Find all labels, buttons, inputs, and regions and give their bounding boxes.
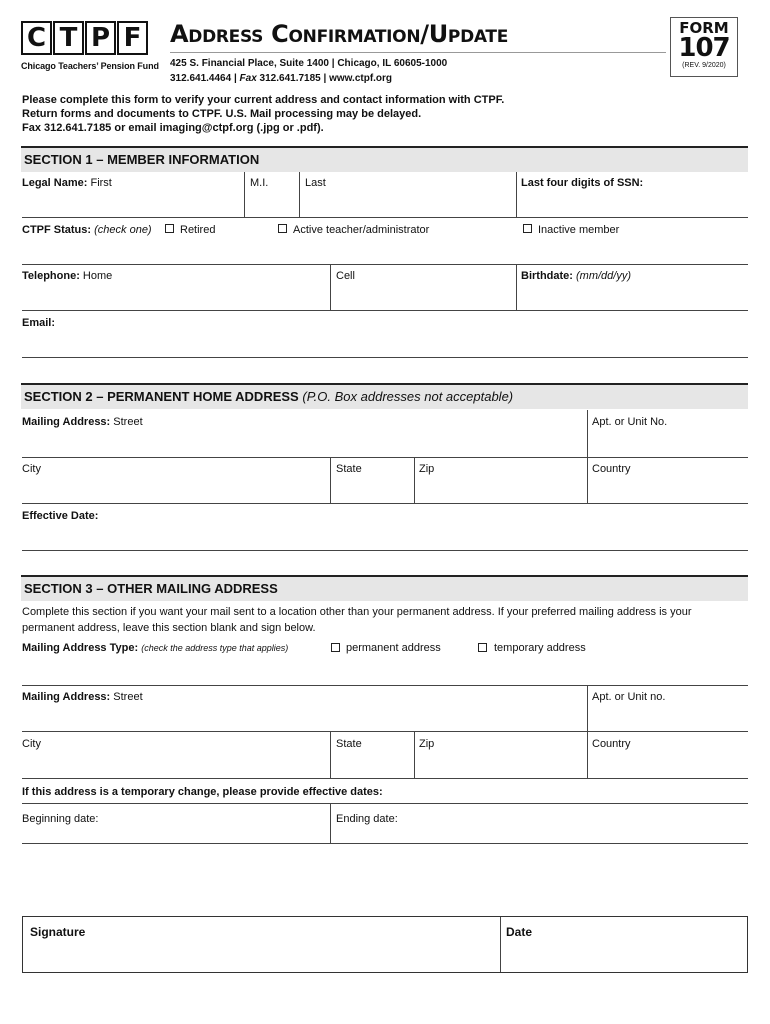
section-2-title: SECTION 2 – PERMANENT HOME ADDRESS — [24, 389, 299, 404]
temporary-address-label: temporary address — [494, 642, 586, 654]
fax-label: Fax — [239, 73, 257, 84]
logo-letter-c: C — [21, 21, 52, 55]
signature-field[interactable]: Signature — [30, 925, 86, 939]
ctpf-logo — [21, 21, 148, 55]
instruction-line-2: permanent address, leave this section blank and sign below. — [22, 622, 316, 634]
logo-subtitle: Chicago Teachers’ Pension Fund — [21, 61, 159, 71]
title-divider — [170, 52, 666, 53]
section-3-title: SECTION 3 – OTHER MAILING ADDRESS — [24, 581, 278, 596]
row-line — [22, 550, 748, 551]
other-mailing-label: Mailing Address: — [22, 691, 111, 703]
website: www.ctpf.org — [329, 73, 393, 84]
section-2-note: (P.O. Box addresses not acceptable) — [302, 389, 514, 404]
divider — [330, 731, 331, 778]
inactive-option-label: Inactive member — [538, 224, 620, 236]
row-line — [22, 731, 748, 732]
type-hint: (check the address type that applies) — [141, 643, 289, 653]
home-phone-field[interactable] — [22, 270, 112, 282]
temporary-address-checkbox[interactable] — [478, 643, 487, 652]
row-line — [22, 778, 748, 779]
intro-line-2: Return forms and documents to CTPF. U.S. Mail processing may be delayed. — [22, 108, 422, 120]
last-name-field[interactable]: Last — [305, 177, 326, 189]
state-field[interactable]: State — [336, 463, 362, 475]
form-number-box — [670, 17, 738, 77]
ctpf-status-label — [22, 224, 152, 236]
fax-number: 312.641.7185 — [259, 73, 321, 84]
row-line — [22, 457, 748, 458]
permanent-address-label: permanent address — [346, 642, 441, 654]
section-3-instructions — [22, 604, 742, 636]
permanent-address-checkbox[interactable] — [331, 643, 340, 652]
form-revision: (REV. 9/2020) — [682, 62, 726, 69]
address-line: 425 S. Financial Place, Suite 1400 | Chicago, IL 60605-1000 — [170, 58, 448, 69]
birthdate-label: Birthdate: — [521, 270, 573, 282]
status-hint: (check one) — [94, 224, 152, 236]
row-line — [22, 503, 748, 504]
logo-letter-t: T — [53, 21, 84, 55]
row-line — [22, 803, 748, 804]
other-state-field[interactable]: State — [336, 738, 362, 750]
divider — [299, 172, 300, 217]
first-name-label: First — [90, 177, 112, 189]
form-word: FORM — [679, 19, 729, 37]
intro-line-1: Please complete this form to verify your current address and contact information with CTPF. — [22, 94, 505, 106]
ssn-field[interactable]: Last four digits of SSN: — [521, 177, 644, 189]
divider — [500, 917, 501, 972]
mi-field[interactable]: M.I. — [250, 177, 269, 189]
retired-checkbox[interactable] — [165, 224, 174, 233]
birthdate-hint: (mm/dd/yy) — [576, 270, 632, 282]
legal-name-field[interactable] — [22, 177, 112, 189]
other-city-field[interactable]: City — [22, 738, 41, 750]
mailing-address-label: Mailing Address: — [22, 416, 111, 428]
row-line — [22, 843, 748, 844]
mailing-type-label — [22, 642, 288, 654]
section-1-header — [21, 146, 748, 172]
cell-phone-field[interactable]: Cell — [336, 270, 355, 282]
active-checkbox[interactable] — [278, 224, 287, 233]
divider — [244, 172, 245, 217]
other-apt-field[interactable]: Apt. or Unit no. — [592, 691, 666, 703]
ending-date-field[interactable]: Ending date: — [336, 813, 398, 825]
row-line — [22, 357, 748, 358]
section-2-title-wrap — [24, 389, 513, 404]
type-label: Mailing Address Type: — [22, 642, 139, 654]
divider — [330, 803, 331, 843]
other-street-label: Street — [113, 691, 143, 703]
email-field[interactable]: Email: — [22, 317, 56, 329]
logo-letter-f: F — [117, 21, 148, 55]
street-label: Street — [113, 416, 143, 428]
section-2-header — [21, 383, 748, 409]
form-number: 107 — [678, 33, 730, 63]
date-field[interactable]: Date — [506, 925, 533, 939]
divider — [587, 731, 588, 778]
status-label: CTPF Status: — [22, 224, 92, 236]
city-field[interactable]: City — [22, 463, 41, 475]
other-zip-field[interactable]: Zip — [419, 738, 435, 750]
beginning-date-field[interactable]: Beginning date: — [22, 813, 99, 825]
telephone-label: Telephone: — [22, 270, 80, 282]
contact-line: 312.641.4464 | Fax 312.641.7185 | www.ctpf.org — [170, 73, 393, 84]
divider — [330, 264, 331, 310]
row-line — [22, 685, 748, 686]
logo-letter-p: P — [85, 21, 116, 55]
birthdate-field[interactable] — [521, 270, 631, 282]
divider — [587, 457, 588, 503]
retired-option-label: Retired — [180, 224, 216, 236]
divider — [516, 172, 517, 217]
effective-date-field[interactable]: Effective Date: — [22, 510, 99, 522]
legal-name-label: Legal Name: — [22, 177, 88, 189]
divider — [587, 685, 588, 731]
other-country-field[interactable]: Country — [592, 738, 631, 750]
page-title: Address Confirmation/Update — [170, 20, 509, 48]
row-line — [22, 217, 748, 218]
section-3-header — [21, 575, 748, 601]
active-option-label: Active teacher/administrator — [293, 224, 430, 236]
home-label: Home — [82, 270, 113, 282]
intro-line-3: Fax 312.641.7185 or email imaging@ctpf.org (.jpg or .pdf). — [22, 122, 324, 134]
mailing-street-field[interactable] — [22, 416, 143, 428]
country-field[interactable]: Country — [592, 463, 631, 475]
zip-field[interactable]: Zip — [419, 463, 435, 475]
divider — [414, 731, 415, 778]
intro-text — [22, 93, 504, 135]
temporary-change-label: If this address is a temporary change, please provide effective dates: — [22, 786, 383, 798]
apt-field[interactable]: Apt. or Unit No. — [592, 416, 668, 428]
phone-number: 312.641.4464 — [170, 73, 232, 84]
divider — [587, 410, 588, 457]
instruction-line-1: Complete this section if you want your mail sent to a location other than your permanent address. If your preferred mailing address is your — [22, 606, 692, 618]
row-line — [22, 310, 748, 311]
other-street-field[interactable] — [22, 691, 143, 703]
divider — [516, 264, 517, 310]
row-line — [22, 264, 748, 265]
divider — [330, 457, 331, 503]
section-1-title: SECTION 1 – MEMBER INFORMATION — [24, 152, 260, 167]
signature-box — [22, 916, 748, 973]
divider — [414, 457, 415, 503]
inactive-checkbox[interactable] — [523, 224, 532, 233]
